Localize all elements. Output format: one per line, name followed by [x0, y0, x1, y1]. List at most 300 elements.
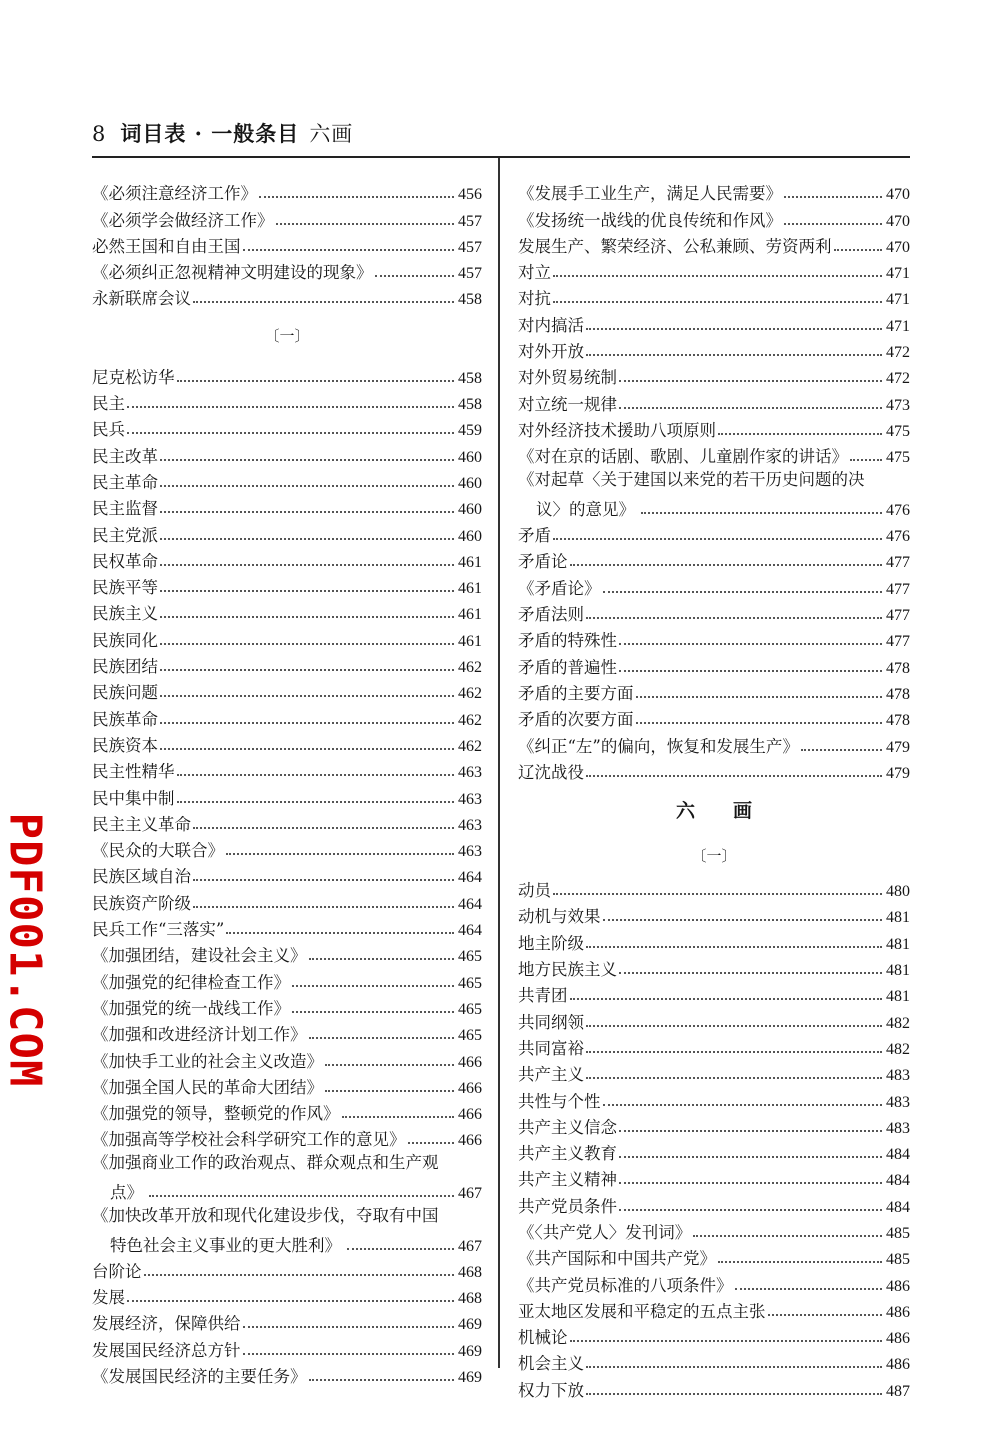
index-entry: [92, 1098, 482, 1124]
index-entry: [92, 361, 482, 387]
index-entry: [518, 572, 910, 598]
index-entry: [92, 756, 482, 782]
entry-term: 发展生产、繁荣经济、公私兼顾、劳资两利: [518, 236, 832, 256]
index-entry: [518, 1269, 910, 1295]
index-entry: [92, 1361, 482, 1387]
entry-term: 民族革命: [92, 709, 158, 729]
entry-page: 472: [886, 370, 910, 388]
header-title: 词目表 · 一般条目: [120, 121, 300, 146]
entry-page: 461: [458, 606, 482, 624]
page-number: 8: [92, 122, 107, 146]
index-entry: [518, 1085, 910, 1111]
index-entry: [518, 954, 910, 980]
entry-term: 《加强党的纪律检查工作》: [92, 972, 290, 992]
dot-leader: [193, 826, 454, 829]
entry-term: 《纠正“左”的偏向，恢复和发展生产》: [518, 736, 799, 756]
dot-leader: [160, 589, 454, 592]
entry-term: 机会主义: [518, 1354, 584, 1374]
entry-page: 473: [886, 396, 910, 414]
entry-page: 463: [458, 816, 482, 834]
index-entry: [92, 1334, 482, 1360]
dot-leader: [586, 774, 882, 777]
entry-term: 对外开放: [518, 342, 584, 362]
dot-leader: [641, 511, 882, 514]
entry-term-continuation: 点》: [110, 1182, 143, 1202]
entry-term: 共产主义信念: [518, 1117, 617, 1137]
entry-term: 矛盾: [518, 526, 551, 546]
entry-term: 矛盾的特殊性: [518, 631, 617, 651]
index-entry: [92, 1308, 482, 1334]
entry-page: 469: [458, 1342, 482, 1360]
entry-term: 民主监督: [92, 499, 158, 519]
entry-term: 对内搞活: [518, 315, 584, 335]
entry-term: [92, 1203, 458, 1256]
entry-page: 466: [458, 1132, 482, 1150]
entry-page: 471: [886, 265, 910, 283]
entry-term-line: 《对起草〈关于建国以来党的若干历史问题的决: [518, 470, 865, 490]
dot-leader: [160, 694, 454, 697]
index-entry: [518, 1190, 910, 1216]
index-entry: [92, 940, 482, 966]
entry-term: 《矛盾论》: [518, 578, 601, 598]
entry-page: 470: [886, 212, 910, 230]
dot-leader: [177, 379, 455, 382]
entry-term: 《发展国民经济的主要任务》: [92, 1367, 307, 1387]
dot-leader: [619, 1129, 882, 1132]
index-entry: [518, 231, 910, 257]
entry-page: 466: [458, 1053, 482, 1071]
entry-page: 483: [886, 1093, 910, 1111]
dot-leader: [243, 1352, 455, 1355]
entry-term: 发展: [92, 1288, 125, 1308]
entry-page: 461: [458, 580, 482, 598]
dot-leader: [619, 406, 882, 409]
dot-leader: [603, 918, 883, 921]
index-entry: [92, 283, 482, 309]
entry-page: 462: [458, 711, 482, 729]
entry-term: 共产主义精神: [518, 1170, 617, 1190]
dot-leader: [160, 563, 454, 566]
index-entry: [518, 257, 910, 283]
index-entry: [518, 546, 910, 572]
entry-page: 472: [886, 344, 910, 362]
index-entry: [518, 415, 910, 441]
dot-leader: [619, 971, 882, 974]
entry-page: 471: [886, 317, 910, 335]
subsection-heading: 〔一〕: [264, 326, 310, 345]
entry-term: 对外贸易统制: [518, 368, 617, 388]
entry-term: 矛盾法则: [518, 605, 584, 625]
entry-list: [518, 178, 910, 467]
dot-leader: [160, 537, 454, 540]
dot-leader: [603, 1103, 883, 1106]
entry-page: 482: [886, 1040, 910, 1058]
dot-leader: [160, 510, 454, 513]
entry-term-line: 《加强商业工作的政治观点、群众观点和生产观: [92, 1153, 439, 1173]
dot-leader: [127, 431, 454, 434]
index-entry: [518, 625, 910, 651]
column-divider: [498, 158, 500, 1368]
entry-term: 共产党员条件: [518, 1196, 617, 1216]
index-entry: [518, 757, 910, 783]
dot-leader: [177, 800, 455, 803]
dot-leader: [834, 248, 883, 251]
dot-leader: [735, 1287, 883, 1290]
entry-page: 481: [886, 909, 910, 927]
entry-page: 478: [886, 712, 910, 730]
entry-term-line: [518, 494, 886, 520]
index-entry: [92, 440, 482, 466]
entry-term: 对立: [518, 263, 551, 283]
dot-leader: [570, 997, 883, 1000]
entry-page: 480: [886, 883, 910, 901]
entry-term: 对抗: [518, 289, 551, 309]
index-entry: [518, 1322, 910, 1348]
entry-term: 共产主义: [518, 1065, 584, 1085]
dot-leader: [586, 945, 882, 948]
dot-leader: [619, 1208, 882, 1211]
index-entry: [518, 704, 910, 730]
entry-term: 《对在京的话剧、歌剧、儿童剧作家的讲话》: [518, 447, 848, 467]
entry-page: 482: [886, 1014, 910, 1032]
entry-page: 477: [886, 633, 910, 651]
entry-page: 466: [458, 1106, 482, 1124]
index-entry: [92, 572, 482, 598]
dot-leader: [619, 669, 882, 672]
dot-leader: [160, 721, 454, 724]
entry-term: 台阶论: [92, 1261, 142, 1281]
entry-page: 457: [458, 238, 482, 256]
entry-page: 477: [886, 554, 910, 572]
index-entry: [518, 927, 910, 953]
dot-leader: [586, 1024, 882, 1027]
dot-leader: [375, 274, 455, 277]
entry-page: 464: [458, 895, 482, 913]
index-entry: [92, 966, 482, 992]
entry-term: 永新联席会议: [92, 289, 191, 309]
watermark-text: PDF001.COM: [0, 812, 51, 1088]
entry-term: 民族问题: [92, 683, 158, 703]
entry-page: 463: [458, 843, 482, 861]
entry-page: 486: [886, 1356, 910, 1374]
entry-page: 484: [886, 1198, 910, 1216]
entry-page: 469: [458, 1316, 482, 1334]
index-entry: [92, 257, 482, 283]
dot-leader: [149, 1194, 454, 1197]
dot-leader: [127, 1299, 454, 1302]
entry-term: 《加强和改进经济计划工作》: [92, 1025, 307, 1045]
dot-leader: [243, 1325, 455, 1328]
index-entry: [92, 809, 482, 835]
index-entry: [92, 861, 482, 887]
index-entry: [518, 730, 910, 756]
index-entry: [92, 1150, 482, 1203]
entry-term: 《加强党的统一战线工作》: [92, 998, 290, 1018]
entry-term: 民族平等: [92, 578, 158, 598]
dot-leader: [309, 1036, 455, 1039]
dot-leader: [193, 905, 454, 908]
index-entry: [92, 1203, 482, 1256]
entry-term: 民族资产阶级: [92, 893, 191, 913]
index-entry: [518, 441, 910, 467]
index-entry: [518, 1164, 910, 1190]
index-entry: [92, 467, 482, 493]
dot-leader: [586, 1076, 882, 1079]
index-entry: [92, 178, 482, 204]
entry-page: 461: [458, 632, 482, 650]
entry-page: 478: [886, 659, 910, 677]
index-entry: [92, 914, 482, 940]
entry-term: 机械论: [518, 1328, 568, 1348]
index-entry: [518, 1033, 910, 1059]
entry-page: 460: [458, 448, 482, 466]
dot-leader: [325, 1089, 454, 1092]
index-entry: [518, 467, 910, 520]
entry-page: 481: [886, 962, 910, 980]
index-entry: [518, 1348, 910, 1374]
entry-page: 483: [886, 1119, 910, 1137]
entry-term: 矛盾的次要方面: [518, 710, 634, 730]
entry-page: 477: [886, 607, 910, 625]
entry-page: 469: [458, 1369, 482, 1387]
index-entry: [92, 388, 482, 414]
index-entry: [518, 1217, 910, 1243]
entry-list: [92, 361, 482, 1150]
entry-page: 485: [886, 1224, 910, 1242]
entry-term: 民族区域自治: [92, 867, 191, 887]
dot-leader: [784, 222, 882, 225]
entry-term: 《必须纠正忽视精神文明建设的现象》: [92, 263, 373, 283]
entry-page: 464: [458, 869, 482, 887]
dot-leader: [127, 405, 454, 408]
index-entry: [92, 1256, 482, 1282]
dot-leader: [801, 748, 882, 751]
index-entry: [92, 651, 482, 677]
entry-page: 471: [886, 291, 910, 309]
entry-page: 478: [886, 685, 910, 703]
index-entry: [92, 1282, 482, 1308]
entry-term: 对外经济技术援助八项原则: [518, 420, 716, 440]
index-entry: [92, 204, 482, 230]
entry-term: 民主改革: [92, 446, 158, 466]
index-entry: [92, 493, 482, 519]
entry-term: 民主党派: [92, 525, 158, 545]
index-entry: [92, 598, 482, 624]
entry-term-continuation: 议〉的意见》: [536, 499, 635, 519]
entry-page: 486: [886, 1277, 910, 1295]
entry-term: 民族主义: [92, 604, 158, 624]
index-entry: [92, 231, 482, 257]
dot-leader: [718, 1260, 882, 1263]
entry-term: 发展国民经济总方针: [92, 1340, 241, 1360]
dot-leader: [347, 1247, 454, 1250]
dot-leader: [408, 1141, 455, 1144]
entry-page: 484: [886, 1146, 910, 1164]
entry-term: 《共产国际和中国共产党》: [518, 1249, 716, 1269]
entry-page: 458: [458, 291, 482, 309]
entry-term: 动员: [518, 881, 551, 901]
dot-leader: [226, 852, 454, 855]
dot-leader: [292, 984, 454, 987]
entry-term: 《加强党的领导，整顿党的作风》: [92, 1104, 340, 1124]
entry-list: [92, 178, 482, 309]
index-entry: [92, 624, 482, 650]
entry-page: 465: [458, 1000, 482, 1018]
index-entry: [518, 1059, 910, 1085]
dot-leader: [570, 1339, 883, 1342]
index-entry: [518, 309, 910, 335]
dot-leader: [160, 615, 454, 618]
index-entry: [518, 1112, 910, 1138]
index-entry: [518, 520, 910, 546]
index-entry: [518, 1374, 910, 1400]
index-entry: [92, 546, 482, 572]
stroke-section-heading: 六画: [675, 800, 790, 823]
entry-term: 民兵工作“三落实”: [92, 920, 225, 940]
dot-leader: [784, 195, 882, 198]
entry-page: 460: [458, 527, 482, 545]
index-entry: [518, 388, 910, 414]
entry-term: 辽沈战役: [518, 762, 584, 782]
dot-leader: [325, 1063, 454, 1066]
dot-leader: [586, 353, 882, 356]
entry-term-line: 《加快改革开放和现代化建设步伐，夺取有中国: [92, 1205, 439, 1225]
entry-page: 458: [458, 369, 482, 387]
index-entry: [92, 677, 482, 703]
entry-page: 462: [458, 737, 482, 755]
entry-page: 479: [886, 738, 910, 756]
dot-leader: [160, 642, 454, 645]
entry-list: [518, 467, 910, 520]
entry-term: 《加强团结，建设社会主义》: [92, 946, 307, 966]
dot-leader: [226, 931, 454, 934]
right-column: [518, 178, 910, 1401]
dot-leader: [553, 537, 882, 540]
entry-page: 485: [886, 1251, 910, 1269]
entry-term: 必然王国和自由王国: [92, 236, 241, 256]
entry-term: 矛盾的普遍性: [518, 657, 617, 677]
entry-page: 463: [458, 790, 482, 808]
entry-term: 权力下放: [518, 1380, 584, 1400]
index-entry: [92, 519, 482, 545]
entry-page: 486: [886, 1330, 910, 1348]
index-entry: [518, 980, 910, 1006]
dot-leader: [619, 379, 882, 382]
header-rule: [92, 156, 910, 158]
entry-term: 《民众的大联合》: [92, 841, 224, 861]
index-entry: [92, 1045, 482, 1071]
index-entry: [518, 1006, 910, 1032]
dot-leader: [292, 1010, 454, 1013]
entry-page: 475: [886, 422, 910, 440]
dot-leader: [586, 1392, 882, 1395]
dot-leader: [193, 300, 454, 303]
dot-leader: [243, 248, 455, 251]
entry-term: 共产主义教育: [518, 1144, 617, 1164]
entry-list: [92, 1150, 482, 1255]
entry-page: 462: [458, 659, 482, 677]
entry-page: 467: [458, 1184, 482, 1202]
entry-page: 465: [458, 948, 482, 966]
index-entry: [92, 887, 482, 913]
dot-leader: [586, 1365, 882, 1368]
dot-leader: [603, 590, 883, 593]
entry-term-continuation: 特色社会主义事业的更大胜利》: [110, 1235, 341, 1255]
subsection-heading: 〔一〕: [691, 847, 737, 866]
index-entry: [92, 782, 482, 808]
entry-term: 《加强高等学校社会科学研究工作的意见》: [92, 1130, 406, 1150]
entry-term: 《必须注意经济工作》: [92, 184, 257, 204]
entry-page: 464: [458, 922, 482, 940]
entry-term: 亚太地区发展和平稳定的五点主张: [518, 1301, 766, 1321]
entry-term: 民主性精华: [92, 762, 175, 782]
entry-page: 479: [886, 764, 910, 782]
entry-page: 467: [458, 1237, 482, 1255]
index-entry: [92, 730, 482, 756]
entry-term: 民族团结: [92, 657, 158, 677]
entry-term: 民中集中制: [92, 788, 175, 808]
entry-term: [518, 467, 886, 520]
entry-term: 《共产党员标准的八项条件》: [518, 1275, 733, 1295]
index-entry: [518, 1296, 910, 1322]
entry-term-line: [92, 1177, 458, 1203]
index-entry: [92, 835, 482, 861]
left-column: [92, 178, 482, 1387]
entry-term: 《加强全国人民的革命大团结》: [92, 1077, 323, 1097]
index-entry: [92, 993, 482, 1019]
entry-page: 470: [886, 186, 910, 204]
entry-term: 《发展手工业生产，满足人民需要》: [518, 184, 782, 204]
dot-leader: [553, 274, 882, 277]
index-entry: [518, 875, 910, 901]
index-entry: [518, 362, 910, 388]
entry-page: 458: [458, 396, 482, 414]
index-entry: [518, 1243, 910, 1269]
index-entry: [518, 178, 910, 204]
entry-term: 民兵: [92, 420, 125, 440]
index-entry: [92, 414, 482, 440]
entry-term: 动机与效果: [518, 907, 601, 927]
dot-leader: [586, 1050, 882, 1053]
header-section: 六画: [309, 122, 354, 146]
entry-list: [518, 520, 910, 783]
entry-term: 矛盾的主要方面: [518, 683, 634, 703]
dot-leader: [276, 222, 455, 225]
dot-leader: [193, 878, 454, 881]
entry-term: 民族同化: [92, 630, 158, 650]
entry-page: 465: [458, 1027, 482, 1045]
index-entry: [518, 336, 910, 362]
entry-page: 483: [886, 1067, 910, 1085]
dot-leader: [309, 957, 455, 960]
index-entry: [518, 651, 910, 677]
entry-page: 457: [458, 265, 482, 283]
entry-page: 461: [458, 553, 482, 571]
dot-leader: [342, 1115, 455, 1118]
watermark: [0, 812, 51, 1088]
dot-leader: [553, 300, 882, 303]
index-entry: [518, 204, 910, 230]
index-entry: [518, 283, 910, 309]
entry-page: 487: [886, 1382, 910, 1400]
index-entry: [518, 901, 910, 927]
entry-page: 475: [886, 449, 910, 467]
index-entry: [92, 703, 482, 729]
dot-leader: [619, 1155, 882, 1158]
entry-term: 尼克松访华: [92, 367, 175, 387]
entry-page: 456: [458, 186, 482, 204]
entry-term: 民主: [92, 394, 125, 414]
